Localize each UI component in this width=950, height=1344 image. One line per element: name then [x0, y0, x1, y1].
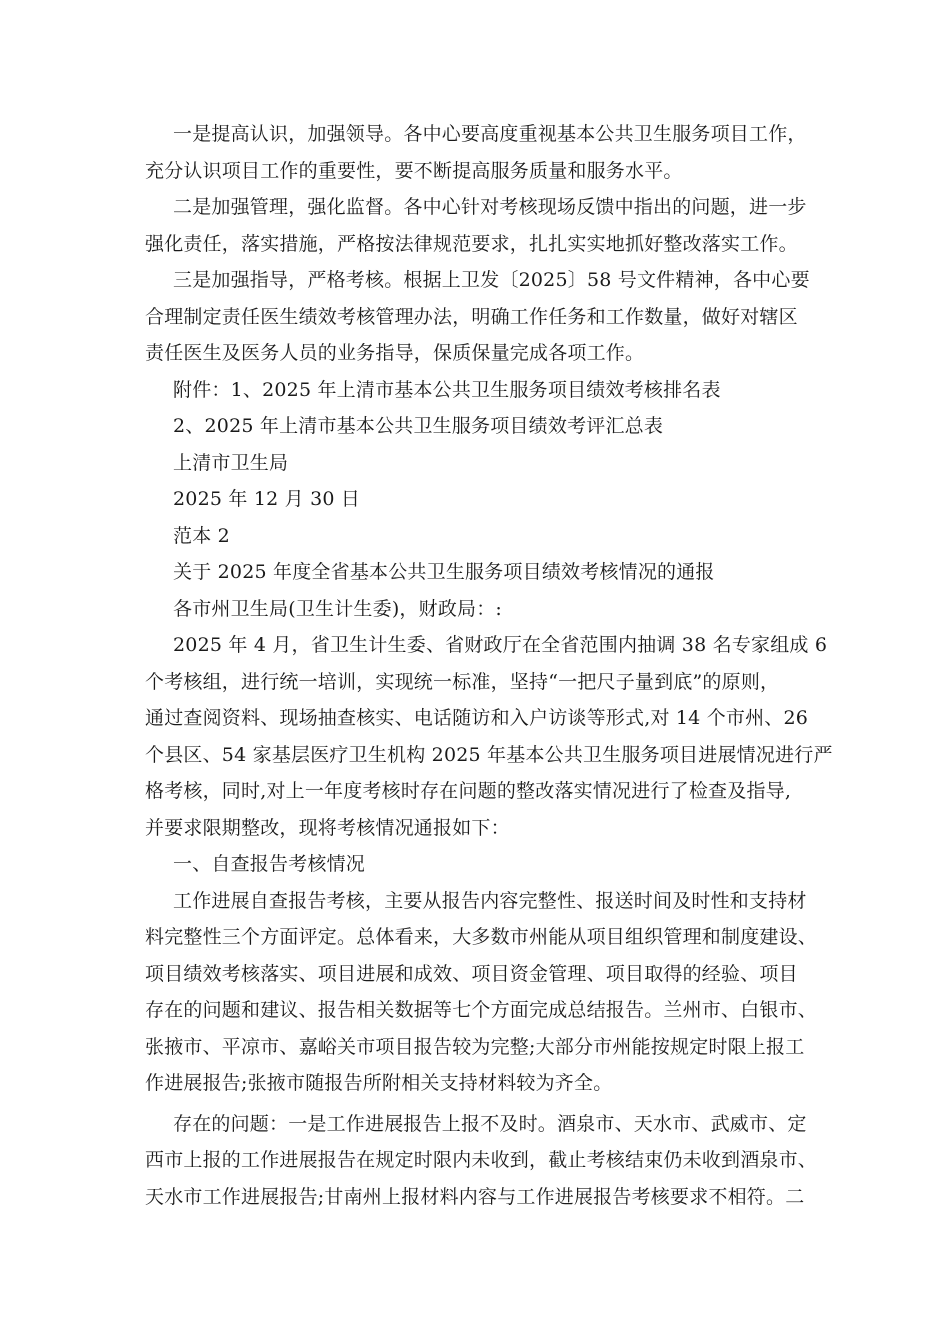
text-line: 三是加强指导，严格考核。根据上卫发〔2025〕58 号文件精神，各中心要	[173, 269, 810, 291]
attachment-1	[145, 372, 810, 409]
text-line: 个县区、54 家基层医疗卫生机构 2025 年基本公共卫生服务项目进展情况进行严	[145, 743, 833, 766]
text-line: 责任医生及医务人员的业务指导，保质保量完成各项工作。	[145, 342, 645, 364]
attachment-2	[145, 408, 810, 445]
text-line: 范本 2	[173, 524, 230, 547]
text-line: 张掖市、平凉市、嘉峪关市项目报告较为完整;大部分市州能按规定时限上报工	[145, 1035, 805, 1058]
paragraph-self-report-assessment	[145, 883, 818, 1102]
paragraph-strengthen-awareness	[145, 116, 810, 189]
text-line: 天水市工作进展报告;甘南州上报材料内容与工作进展报告考核要求不相符。二	[145, 1185, 805, 1208]
text-line: 关于 2025 年度全省基本公共卫生服务项目绩效考核情况的通报	[173, 561, 715, 583]
text-line: 存在的问题：一是工作进展报告上报不及时。酒泉市、天水市、武威市、定	[173, 1112, 807, 1135]
text-line: 上清市卫生局	[173, 451, 289, 474]
text-line: 2025 年 4 月，省卫生计生委、省财政厅在全省范围内抽调 38 名专家组成 6	[173, 634, 828, 656]
text-line: 料完整性三个方面评定。总体看来，大多数市州能从项目组织管理和制度建设、	[145, 926, 818, 948]
text-line: 2、2025 年上清市基本公共卫生服务项目绩效考评汇总表	[173, 415, 664, 437]
text-line: 2025 年 12 月 30 日	[173, 488, 361, 510]
text-line: 一、自查报告考核情况	[173, 853, 366, 875]
sample-label	[145, 518, 810, 555]
text-line: 并要求限期整改，现将考核情况通报如下：	[145, 816, 510, 839]
issue-date	[145, 481, 810, 518]
text-line: 个考核组，进行统一培训，实现统一标准，坚持“一把尺子量到底”的原则，	[145, 670, 780, 693]
text-line: 工作进展自查报告考核，主要从报告内容完整性、报送时间及时性和支持材	[173, 889, 807, 912]
text-line: 强化责任，落实措施，严格按法律规范要求，扎扎实实地抓好整改落实工作。	[145, 232, 798, 255]
text-line: 二是加强管理，强化监督。各中心针对考核现场反馈中指出的问题，进一步	[173, 196, 807, 218]
text-line: 通过查阅资料、现场抽查核实、电话随访和入户访谈等形式,对 14 个市州、26	[145, 707, 809, 729]
text-line: 充分认识项目工作的重要性，要不断提高服务质量和服务水平。	[145, 159, 683, 182]
text-line: 项目绩效考核落实、项目进展和成效、项目资金管理、项目取得的经验、项目	[145, 962, 798, 985]
text-line: 一是提高认识，加强领导。各中心要高度重视基本公共卫生服务项目工作，	[173, 123, 807, 145]
text-line: 各市州卫生局(卫生计生委)，财政局：:	[173, 597, 503, 620]
paragraph-existing-problems	[145, 1106, 818, 1216]
text-line: 西市上报的工作进展报告在规定时限内未收到，截止考核结束仍未收到酒泉市、	[145, 1149, 818, 1171]
document-body	[145, 116, 833, 1215]
text-line: 存在的问题和建议、报告相关数据等七个方面完成总结报告。兰州市、白银市、	[145, 999, 818, 1021]
section-heading-self-report	[145, 846, 810, 883]
paragraph-strengthen-management	[145, 189, 810, 262]
addressee	[145, 591, 810, 628]
text-line: 作进展报告;张掖市随报告所附相关支持材料较为齐全。	[145, 1072, 613, 1094]
paragraph-strengthen-guidance	[145, 262, 810, 372]
text-line: 附件：1、2025 年上清市基本公共卫生服务项目绩效考核排名表	[173, 378, 721, 401]
text-line: 合理制定责任医生绩效考核管理办法，明确工作任务和工作数量，做好对辖区	[145, 305, 798, 328]
notice-title	[145, 554, 810, 591]
paragraph-assessment-overview	[145, 627, 833, 846]
issuer-name	[145, 445, 810, 482]
text-line: 格考核，同时,对上一年度考核时存在问题的整改落实情况进行了检查及指导,	[145, 780, 792, 802]
